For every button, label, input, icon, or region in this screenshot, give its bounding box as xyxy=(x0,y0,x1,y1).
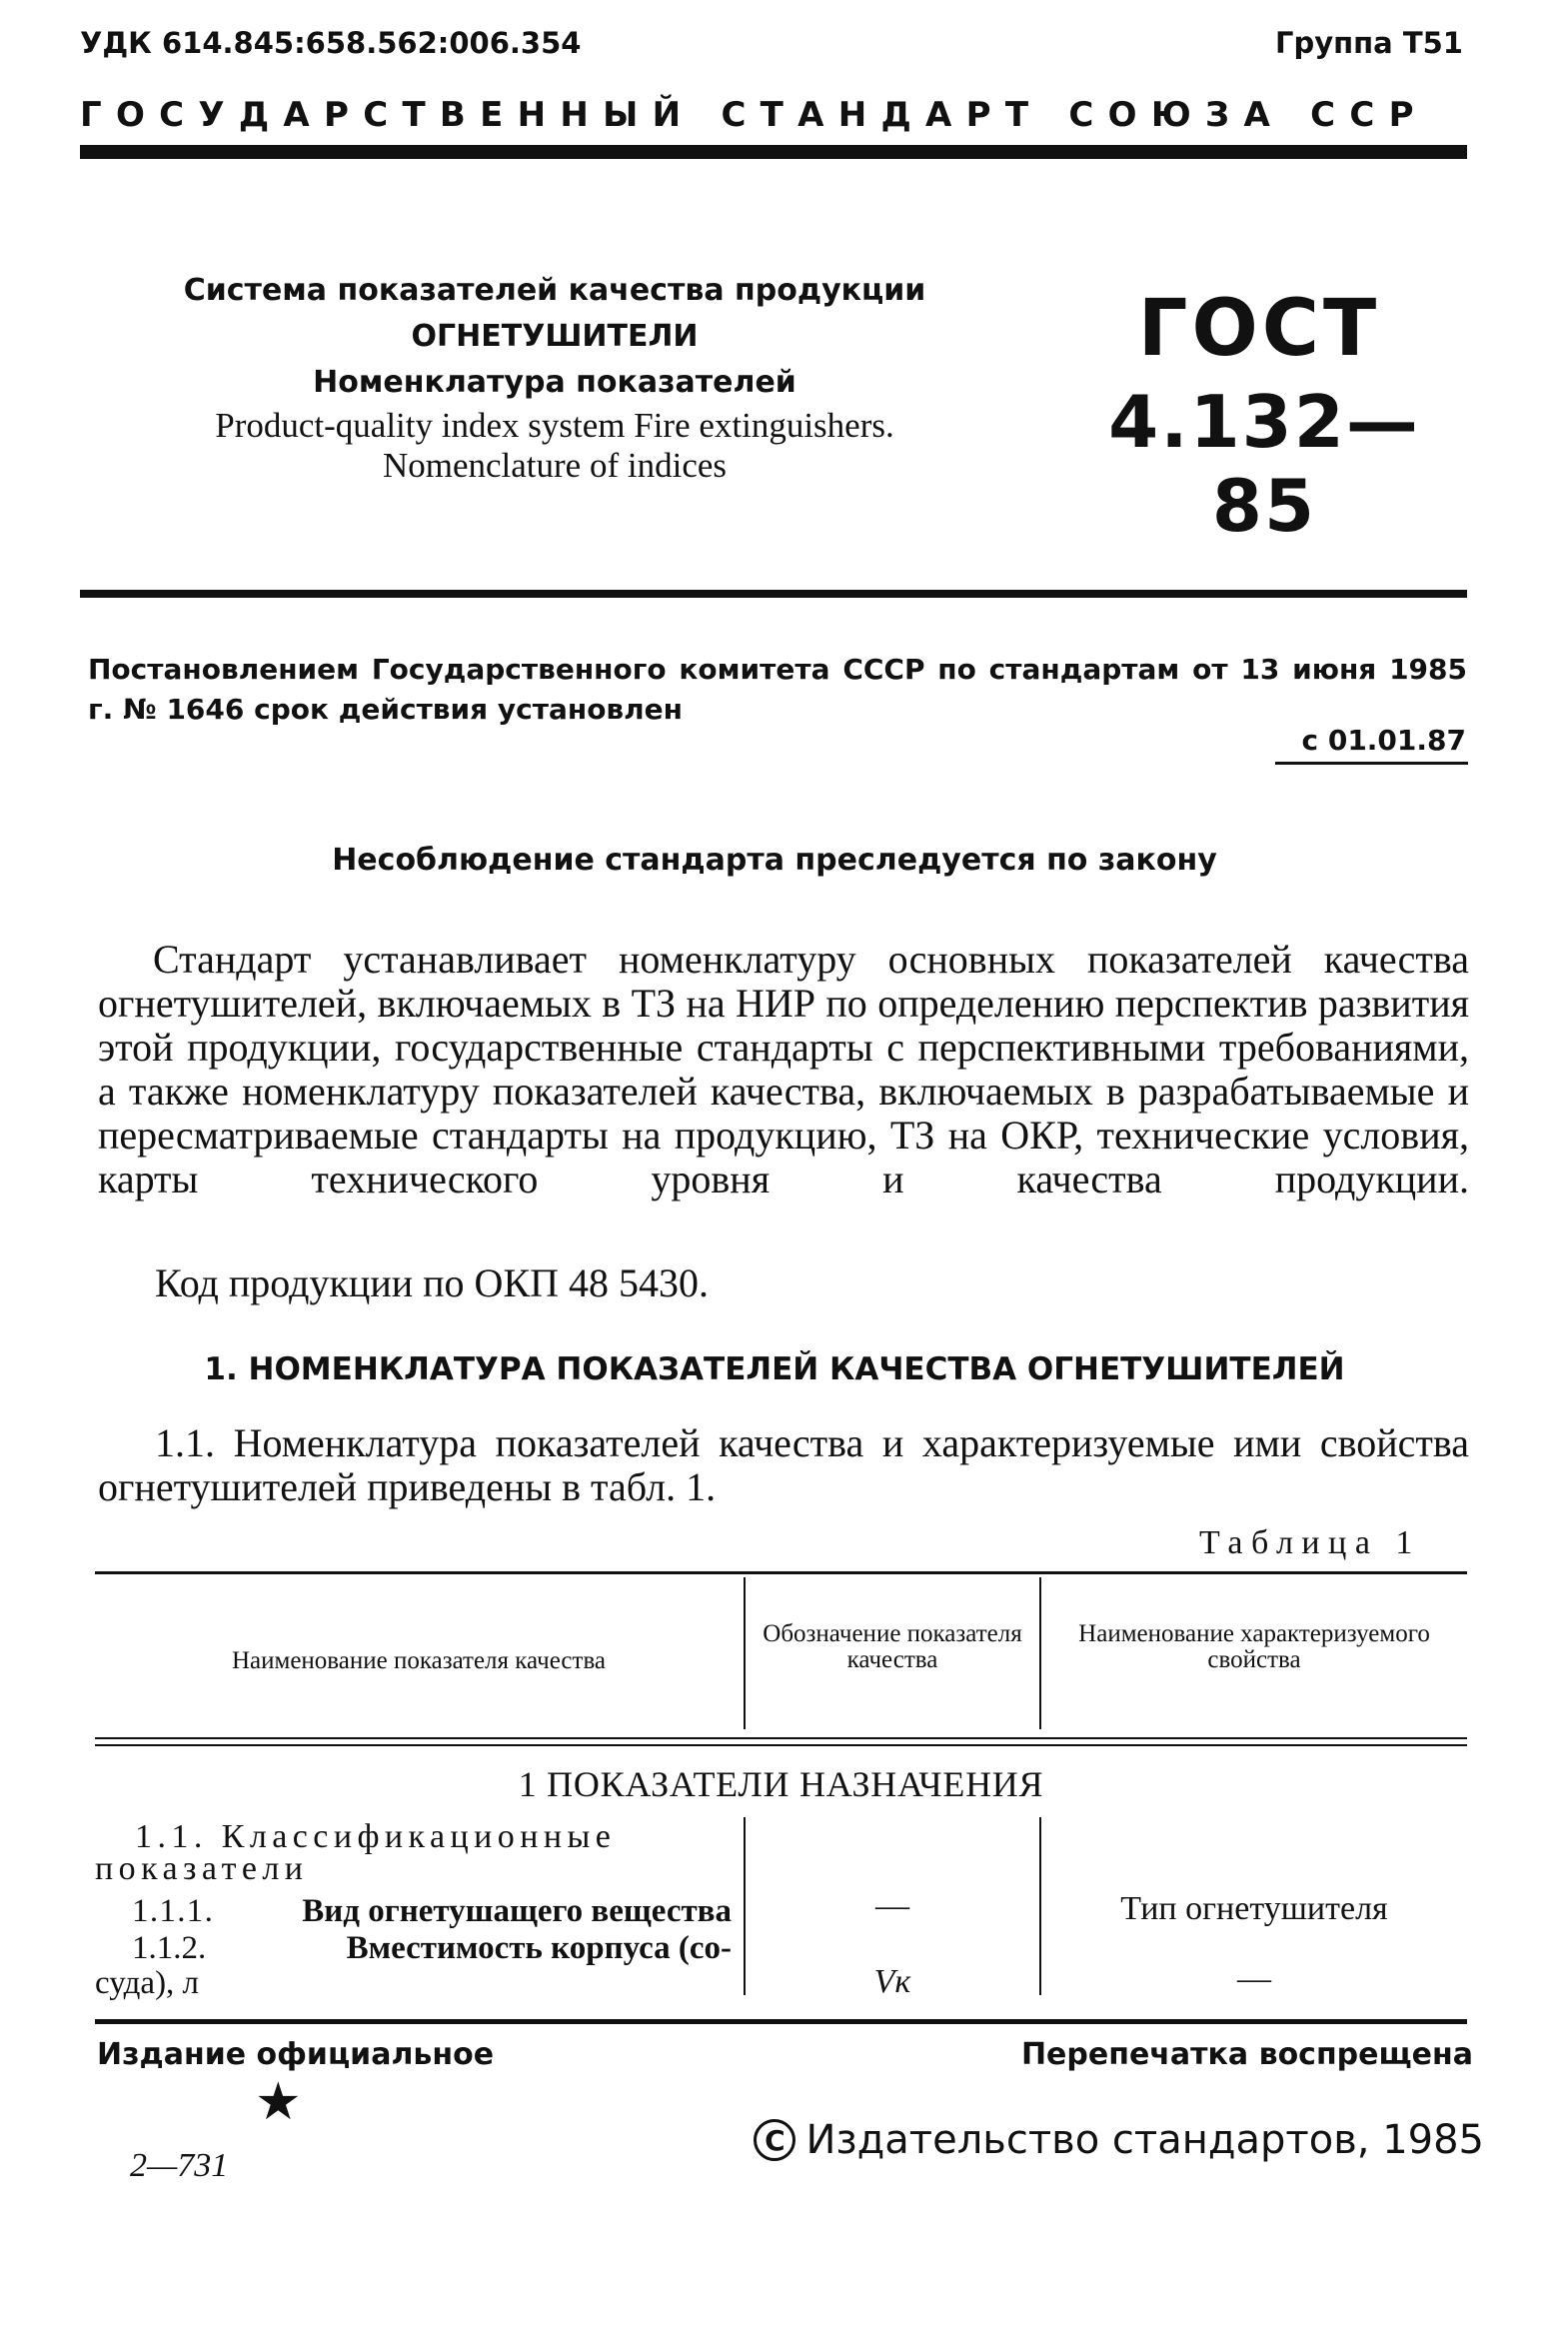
state-standard-banner: ГОСУДАРСТВЕННЫЙ СТАНДАРТ СОЮЗА ССР xyxy=(80,95,1428,135)
product-code-line: Код продукции по ОКП 48 5430. xyxy=(155,1260,710,1305)
copyright-icon: C xyxy=(754,2119,795,2161)
row-property: Тип огнетушителя xyxy=(1120,1890,1388,1927)
gost-number: 4.132—85 xyxy=(1108,380,1420,548)
row-number: 1.1.2. xyxy=(132,1930,207,1966)
header-symbol-column: Обозначение показателя качества xyxy=(763,1620,1022,1673)
table-row-classification xyxy=(95,1818,735,1887)
header-property-column: Наименование характеризуемого свойства xyxy=(1078,1620,1430,1673)
publisher-name: Издательство стандартов, 1985 xyxy=(805,2117,1484,2163)
row-name: Вместимость корпуса (со- xyxy=(346,1930,732,1966)
english-title-line-1: Product-quality index system Fire extinguishers. xyxy=(215,406,894,445)
middle-rule xyxy=(80,590,1467,598)
star-icon: ★ xyxy=(255,2074,302,2131)
english-title xyxy=(140,406,969,486)
row-property: — xyxy=(1237,1960,1271,1997)
row-symbol: — xyxy=(875,1887,909,1924)
header-name-column: Наименование показателя качества xyxy=(231,1647,607,1674)
system-title: Система показателей качества продукции xyxy=(183,273,926,308)
reprint-prohibited: Перепечатка воспрещена xyxy=(1020,2037,1473,2072)
footer-rule xyxy=(95,2019,1467,2024)
english-title-line-2: Nomenclature of indices xyxy=(382,446,728,485)
table-group-heading: 1 ПОКАЗАТЕЛИ НАЗНАЧЕНИЯ xyxy=(518,1764,1044,1804)
publisher-line xyxy=(754,2117,1484,2163)
paragraph-1-1: 1.1. Номенклатура показателей качества и характеризуемые ими свойства огнетушителей приведены в табл. 1. xyxy=(98,1420,1469,1509)
nomenclature-title: Номенклатура показателей xyxy=(313,365,796,400)
effective-date-underline xyxy=(1275,762,1468,765)
group-code: Группа Т51 xyxy=(1274,26,1463,60)
table-row xyxy=(132,1893,732,1930)
intro-text: Стандарт устанавливает номенклатуру основных показателей качества огнетушителей, включаемых в ТЗ на НИР по определению перспектив развития этой продукции, государственные стандарты с перспективными требованиями, а также номенклатуру показателей качества, включаемых в разрабатываемые и пересматриваемые стандарты на продукцию, ТЗ на ОКР, технические условия, карты технического уровня и качества продукции. xyxy=(98,937,1469,1201)
title-block xyxy=(140,268,969,406)
effective-date: с 01.01.87 xyxy=(1301,724,1466,757)
legal-warning: Несоблюдение стандарта преследуется по закону xyxy=(332,843,1217,878)
udk-code: УДК 614.845:658.562:006.354 xyxy=(80,26,582,60)
decree-text: Постановлением Государственного комитета СССР по стандартам от 13 июня 1985 г. № 1646 срок действия установлен xyxy=(88,653,1467,726)
intro-paragraph xyxy=(98,938,1469,1201)
product-title: ОГНЕТУШИТЕЛИ xyxy=(411,319,699,354)
table-header-rule xyxy=(95,1737,1467,1739)
table-header-rule xyxy=(95,1744,1467,1746)
table-row xyxy=(132,1930,732,1967)
row-name: Вид огнетушащего вещества xyxy=(302,1893,732,1929)
gost-label: ГОСТ xyxy=(1137,284,1381,374)
top-rule xyxy=(80,145,1467,159)
table-caption: Таблица 1 xyxy=(1199,1524,1421,1561)
classification-label: 1.1. Классификационные показатели xyxy=(95,1818,617,1887)
page-code: 2—731 xyxy=(130,2147,229,2184)
table-top-rule xyxy=(95,1571,1467,1574)
row-number: 1.1.1. xyxy=(132,1893,215,1929)
row-name-continuation: суда), л xyxy=(95,1965,200,2001)
row-symbol: Vк xyxy=(873,1963,911,2000)
official-edition: Издание официальное xyxy=(97,2037,495,2072)
section-heading: 1. НОМЕНКЛАТУРА ПОКАЗАТЕЛЕЙ КАЧЕСТВА ОГНЕТУШИТЕЛЕЙ xyxy=(204,1351,1345,1387)
